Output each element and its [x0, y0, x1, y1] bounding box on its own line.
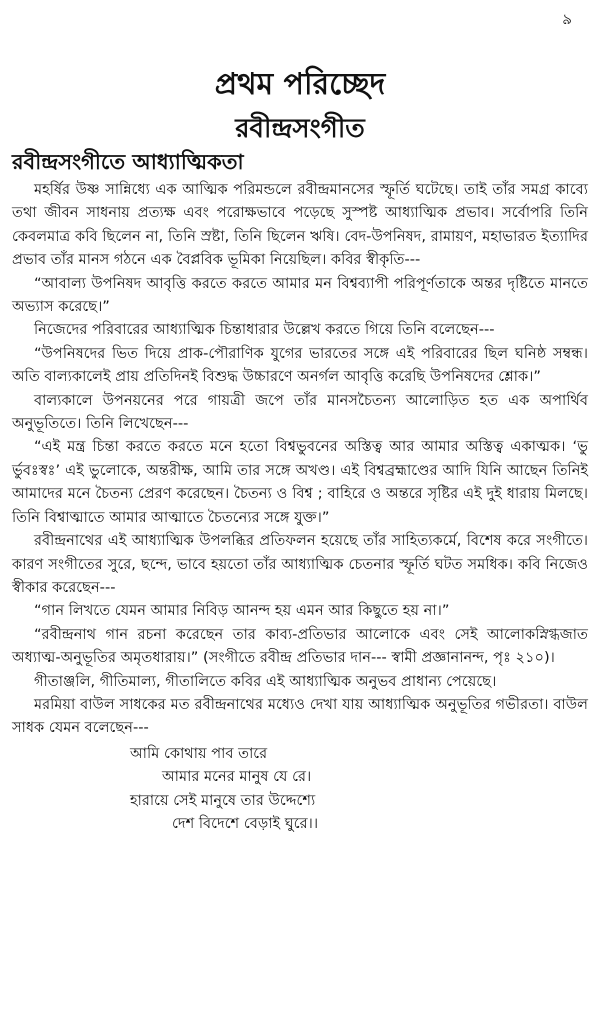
poem-line: দেশ বিদেশে বেড়াই ঘুরে।।	[172, 814, 319, 832]
paragraph: গীতাঞ্জলি, গীতিমাল্য, গীতালিতে কবির এই আধ্যাত্মিক অনুভব প্রাধান্য পেয়েছে।	[34, 672, 497, 690]
section-heading: রবীন্দ্রসংগীতে আধ্যাত্মিকতা	[12, 150, 244, 174]
poem-line: হারায়ে সেই মানুষে তার উদ্দেশ্যে	[130, 791, 316, 809]
poem	[12, 742, 588, 836]
paragraph: বাল্যকালে উপনয়নের পরে গায়ত্রী জপে তাঁর মানসচৈতন্য আলোড়িত হত এক অপার্থিব অনুভূতিতে। তিনি লিখেছেন---	[12, 391, 588, 433]
paragraph: নিজেদের পরিবারের আধ্যাত্মিক চিন্তাধারার উল্লেখ করতে গিয়ে তিনি বলেছেন---	[34, 321, 495, 339]
quote-paragraph: “উপনিষদের ভিত দিয়ে প্রাক-পৌরাণিক যুগের ভারতের সঙ্গে এই পরিবারের ছিল ঘনিষ্ঠ সম্বন্ধ। অতি বাল্যকালেই প্রায় প্রতিদিনই বিশুদ্ধ উচ্চারণে অনর্গল আবৃত্তি করেছি উপনিষদের শ্লোক।”	[12, 344, 588, 386]
quote-paragraph: “এই মন্ত্র চিন্তা করতে করতে মনে হতো বিশ্বভুবনের অস্তিত্ব আর আমার অস্তিত্ব একাত্মক। ‘ভু র্ভুবঃস্বঃ’ এই ভুলোকে, অন্তরীক্ষ, আমি তার সঙ্গে অখণ্ড। এই বিশ্বব্রহ্মাণ্ডের আদি যিনি আছেন তিনিই আমাদের মনে চৈতন্য প্রেরণ করেছেন। চৈতন্য ও বিশ্ব ; বাহিরে ও অন্তরে সৃষ্টির এই দুই ধারায় মিলছে। তিনি বিশ্বাত্মাতে আমার আত্মাতে চৈতন্যের সঙ্গে যুক্ত।”	[12, 438, 588, 526]
chapter-subtitle: রবীন্দ্রসংগীত	[235, 114, 365, 144]
quote-paragraph: “রবীন্দ্রনাথ গান রচনা করেছেন তার কাব্য-প্রতিভার আলোকে এবং সেই আলোকস্নিগ্ধজাত অধ্যাত্ম-অনুভূতির অমৃতধারায়।” (সংগীতে রবীন্দ্র প্রতিভার দান--- স্বামী প্রজ্ঞানানন্দ, পৃঃ ২১০)।	[12, 625, 588, 667]
body-text	[12, 178, 588, 835]
poem-line: আমি কোথায় পাব তারে	[130, 744, 268, 762]
paragraph: রবীন্দ্রনাথের এই আধ্যাত্মিক উপলব্ধির প্রতিফলন হয়েছে তাঁর সাহিত্যকর্মে, বিশেষ করে সংগীতে। কারণ সংগীতের সুরে, ছন্দে, ভাবে হয়তো তাঁর আধ্যাত্মিক চেতনার স্ফূর্তি ঘটত সমধিক। কবি নিজেও স্বীকার করেছেন---	[12, 532, 588, 596]
quote-paragraph: “আবাল্য উপনিষদ আবৃত্তি করতে করতে আমার মন বিশ্বব্যাপী পরিপূর্ণতাকে অন্তর দৃষ্টিতে মানতে অভ্যাস করেছে।”	[12, 274, 588, 316]
paragraph: মহর্ষির উষ্ণ সান্নিধ্যে এক আত্মিক পরিমন্ডলে রবীন্দ্রমানসের স্ফূর্তি ঘটেছে। তাই তাঁর সমগ্র কাব্যে তথা জীবন সাধনায় প্রত্যক্ষ এবং পরোক্ষভাবে পড়েছে সুস্পষ্ট আধ্যাত্মিক প্রভাব। সর্বোপরি তিনি কেবলমাত্র কবি ছিলেন না, তিনি স্রষ্টা, তিনি ছিলেন ঋষি। বেদ-উপনিষদ, রামায়ণ, মহাভারত ইত্যাদির প্রভাব তাঁর মানস গঠনে এক বৈপ্লবিক ভূমিকা নিয়েছিল। কবির স্বীকৃতি---	[12, 181, 588, 269]
poem-line: আমার মনের মানুষ যে রে।	[162, 768, 312, 786]
chapter-title: প্রথম পরিচ্ছেদ	[214, 67, 386, 102]
page-number: ৯	[562, 10, 572, 28]
paragraph: মরমিয়া বাউল সাধকের মত রবীন্দ্রনাথের মধ্যেও দেখা যায় আধ্যাত্মিক অনুভূতির গভীরতা। বাউল সাধক যেমন বলেছেন---	[12, 695, 588, 737]
quote-paragraph: “গান লিখতে যেমন আমার নিবিড় আনন্দ হয় এমন আর কিছুতে হয় না।”	[34, 602, 450, 620]
